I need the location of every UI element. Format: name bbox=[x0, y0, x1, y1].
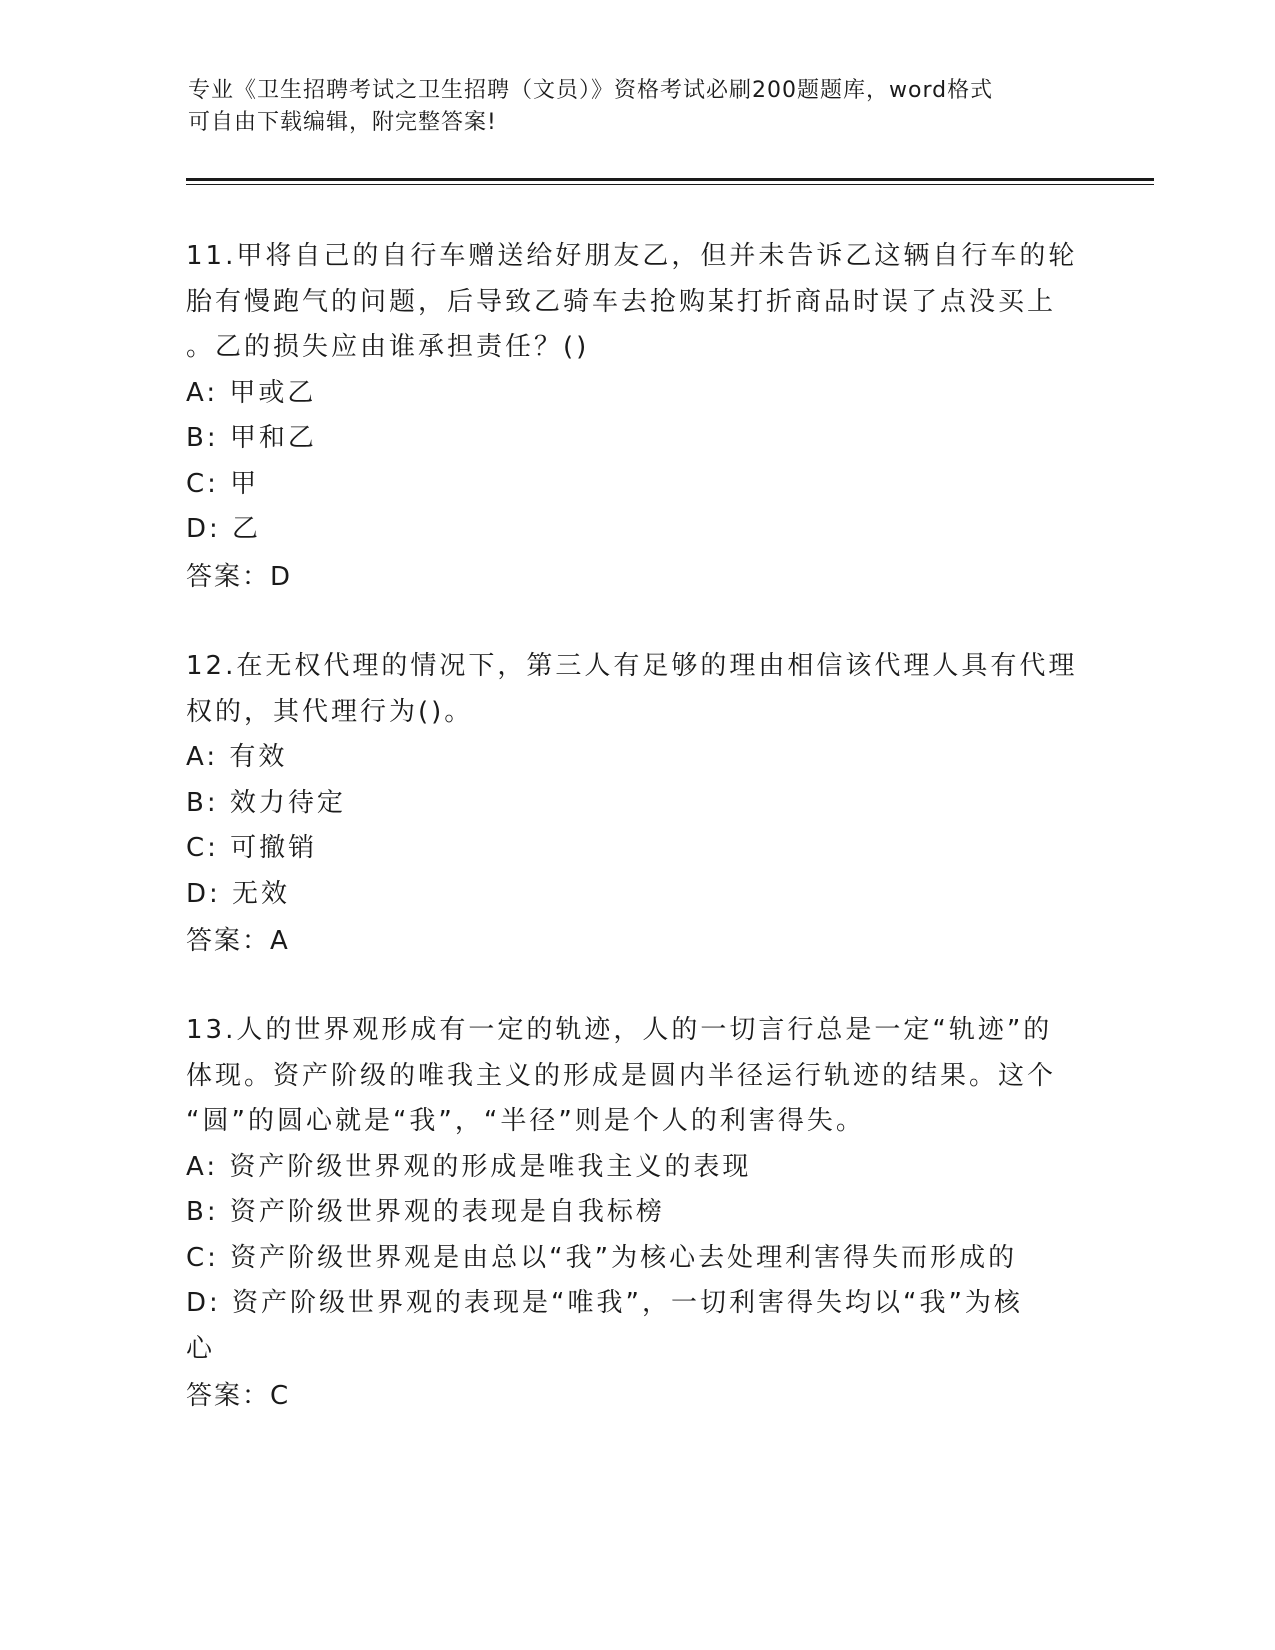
option-b: B: 资产阶级世界观的表现是自我标榜 bbox=[186, 1197, 665, 1227]
option-b: B: 甲和乙 bbox=[186, 423, 317, 453]
header-divider-thin bbox=[186, 184, 1154, 185]
question-stem-line: 11.甲将自己的自行车赠送给好朋友乙，但并未告诉乙这辆自行车的轮 bbox=[186, 241, 1078, 271]
option-c: C: 可撤销 bbox=[186, 833, 318, 863]
question-stem-line: 。乙的损失应由谁承担责任？() bbox=[186, 332, 590, 362]
question-stem-line: 体现。资产阶级的唯我主义的形成是圆内半径运行轨迹的结果。这个 bbox=[186, 1060, 1057, 1091]
option-d-continuation: 心 bbox=[186, 1333, 216, 1364]
option-d: D: 资产阶级世界观的表现是“唯我”，一切利害得失均以“我”为核 bbox=[186, 1288, 1023, 1318]
answer-line: 答案：C bbox=[186, 1381, 291, 1411]
option-c: C: 资产阶级世界观是由总以“我”为核心去处理利害得失而形成的 bbox=[186, 1242, 1018, 1273]
answer-line: 答案：D bbox=[186, 561, 293, 592]
header-line-1: 专业《卫生招聘考试之卫生招聘（文员）》资格考试必刷200题题库，word格式 bbox=[188, 78, 994, 103]
answer-line: 答案：A bbox=[186, 926, 290, 956]
option-a: A: 甲或乙 bbox=[186, 377, 317, 408]
header-line-2: 可自由下载编辑，附完整答案! bbox=[188, 110, 497, 135]
option-a: A: 资产阶级世界观的形成是唯我主义的表现 bbox=[186, 1151, 752, 1182]
question-stem-line: 13.人的世界观形成有一定的轨迹，人的一切言行总是一定“轨迹”的 bbox=[186, 1015, 1053, 1045]
question-13 bbox=[186, 1008, 1086, 1419]
question-stem-line: 权的，其代理行为()。 bbox=[186, 696, 474, 727]
document-header bbox=[188, 75, 1078, 139]
option-c: C: 甲 bbox=[186, 468, 260, 499]
question-stem-line: 12.在无权代理的情况下，第三人有足够的理由相信该代理人具有代理 bbox=[186, 651, 1078, 681]
option-b: B: 效力待定 bbox=[186, 787, 346, 818]
question-stem-line: 胎有慢跑气的问题，后导致乙骑车去抢购某打折商品时误了点没买上 bbox=[186, 286, 1057, 317]
option-d: D: 无效 bbox=[186, 878, 291, 909]
header-divider-thick bbox=[186, 178, 1154, 181]
option-d: D: 乙 bbox=[186, 514, 262, 544]
question-stem-line: “圆”的圆心就是“我”，“半径”则是个人的利害得失。 bbox=[186, 1106, 865, 1136]
option-a: A: 有效 bbox=[186, 742, 288, 772]
question-12 bbox=[186, 644, 1086, 964]
question-11 bbox=[186, 234, 1086, 600]
